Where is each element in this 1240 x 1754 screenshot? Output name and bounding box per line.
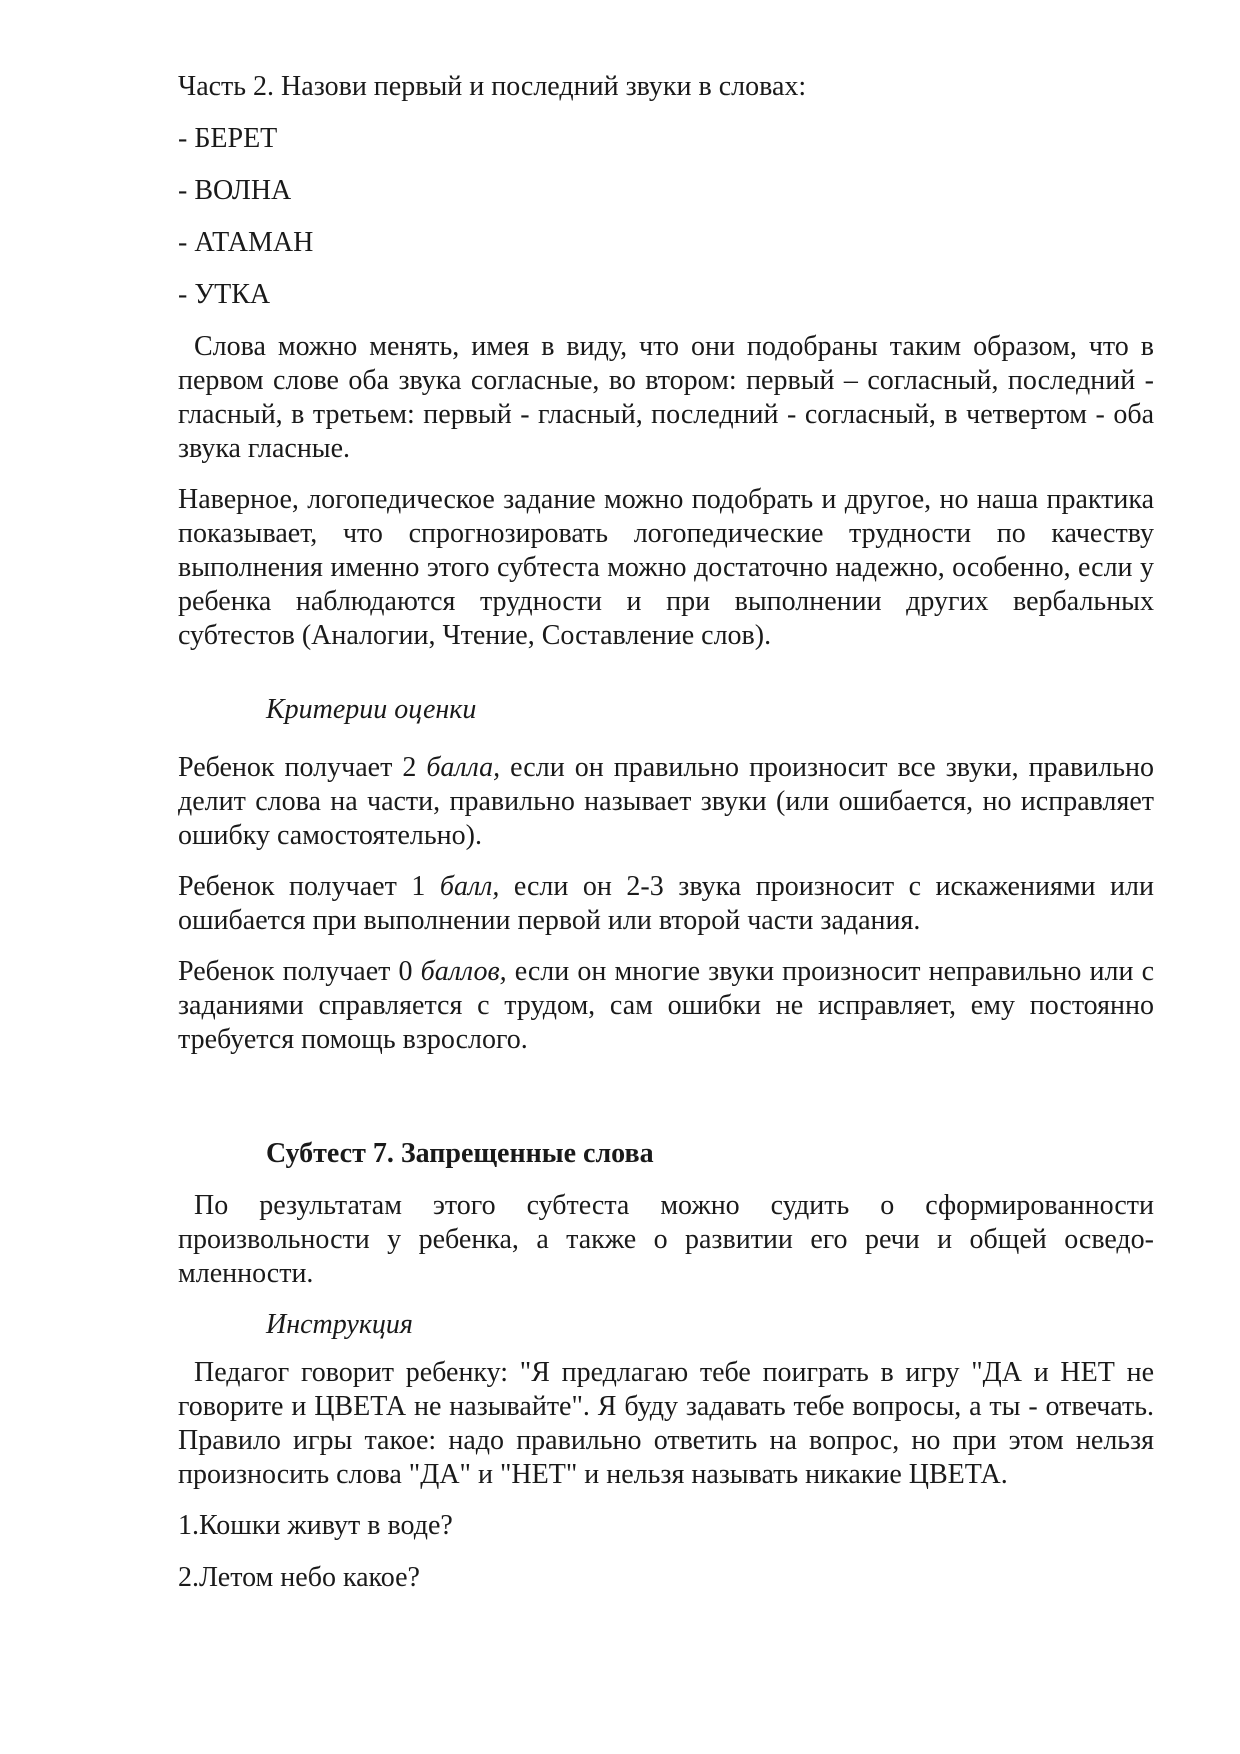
criteria-0-points (178, 955, 1154, 1057)
subtest7-heading: Субтест 7. Запрещенные слова (266, 1138, 654, 1169)
paragraph-practice: Наверное, логопедическое задание можно подобрать и другое, но наша практика показывает, что спрогнозировать логопедические трудности по качеству выполнения именно этого субтеста можно достаточно надежно, особенно, если у ребенка наблюдаются трудности и при выполнении других вербальных субтестов (Аналогии, Чтение, Составление слов). (178, 484, 1154, 651)
criteria-text: если он многие звуки произносит неправильно или с заданиями справляется с трудом, сам ошибки не исправляет, ему постоянно требуется помощь взрослого. (178, 956, 1154, 1055)
criteria-1-point (178, 870, 1154, 938)
word-item: - АТАМАН (178, 227, 314, 258)
criteria-score: балла, (426, 752, 501, 783)
criteria-text: если он 2-3 звука произносит с искажениями или ошибается при выполнении первой или второй части задания. (178, 871, 1154, 936)
criteria-text: Ребенок получает 0 (178, 956, 421, 987)
subtest7-intro: По результатам этого субтеста можно судить о сформированности произвольности у ребенка, а также о развитии его речи и общей осведо-мленности. (178, 1190, 1154, 1289)
criteria-score: баллов, (420, 956, 507, 987)
criteria-heading: Критерии оценки (266, 694, 477, 725)
word-item: - УТКА (178, 279, 271, 310)
document-page (178, 70, 1154, 1613)
word-item: - ВОЛНА (178, 175, 292, 206)
criteria-text: Ребенок получает 1 (178, 871, 440, 902)
question-item: 2.Летом небо какое? (178, 1562, 420, 1593)
criteria-2-points (178, 751, 1154, 853)
criteria-score: балл, (439, 871, 500, 902)
paragraph-words-note: Слова можно менять, имея в виду, что они подобраны таким образом, что в первом слове оба звука согласные, во втором: первый – согласный, последний - гласный, в третьем: первый - гласный, последний - согласный, в четвертом - оба звука гласные. (178, 331, 1154, 464)
question-item: 1.Кошки живут в воде? (178, 1510, 453, 1541)
criteria-text: если он правильно произносит все звуки, правильно делит слова на части, правильно называет звуки (или ошибается, но исправляет ошибку самостоятельно). (178, 752, 1154, 851)
part2-title: Часть 2. Назови первый и последний звуки в словах: (178, 71, 807, 102)
word-item: - БЕРЕТ (178, 123, 278, 154)
instruction-heading: Инструкция (266, 1309, 413, 1340)
instruction-text: Педагог говорит ребенку: "Я предлагаю тебе поиграть в игру "ДА и НЕТ не говорите и ЦВЕТА не называйте". Я буду задавать тебе вопросы, а ты - отвечать. Правило игры такое: надо правильно ответить на вопрос, но при этом нельзя произносить слова "ДА" и "НЕТ" и нельзя называть никакие ЦВЕТА. (178, 1357, 1154, 1490)
criteria-text: Ребенок получает 2 (178, 752, 427, 783)
